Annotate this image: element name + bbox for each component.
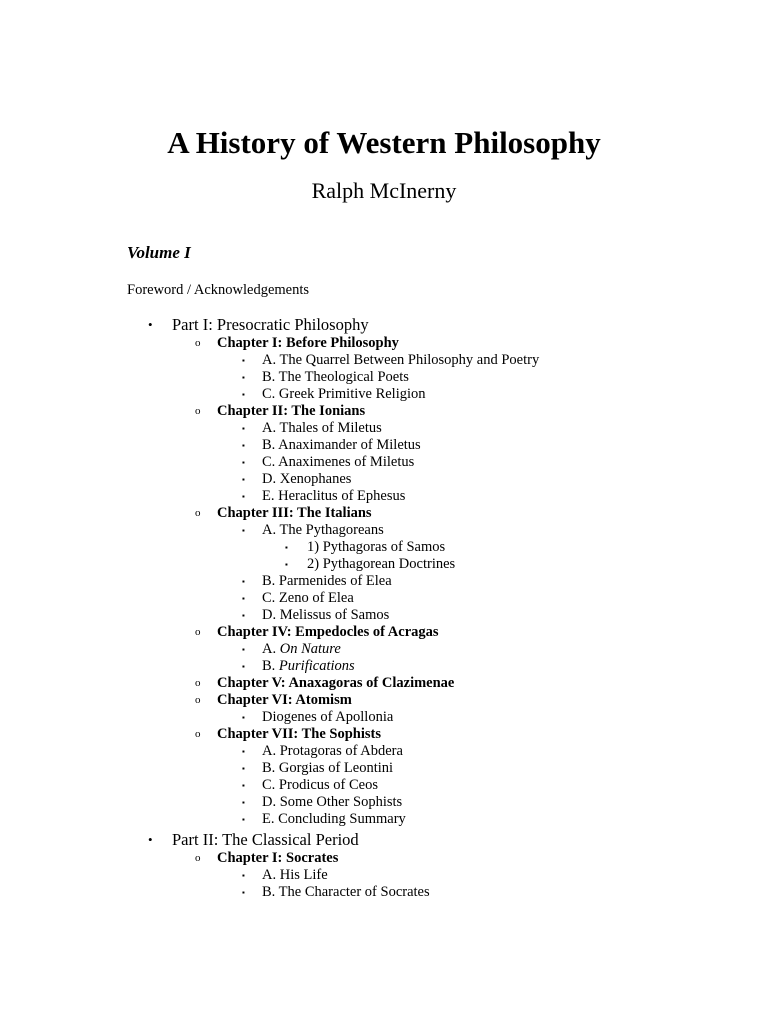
bullet-square-icon: ▪ — [242, 356, 245, 365]
bullet-circle-icon: o — [195, 852, 201, 864]
toc-section — [242, 369, 768, 386]
toc-section — [242, 709, 768, 726]
toc-chapter — [195, 675, 768, 692]
toc-section-label: A. The Quarrel Between Philosophy and Poetry — [262, 352, 540, 368]
toc-section-list — [217, 743, 768, 828]
toc-section — [242, 641, 768, 658]
toc-section — [242, 743, 768, 760]
volume-heading: Volume I — [127, 243, 191, 262]
bullet-square-icon: ▪ — [285, 560, 288, 569]
toc-subsection — [285, 556, 768, 573]
foreword-entry: Foreword / Acknowledgements — [127, 282, 310, 298]
toc-section-label: C. Zeno of Elea — [262, 590, 354, 606]
toc-subsection-list — [262, 539, 768, 573]
bullet-dot-icon: • — [148, 317, 153, 332]
bullet-square-icon: ▪ — [242, 662, 245, 671]
bullet-square-icon: ▪ — [242, 475, 245, 484]
toc-chapter-label: Chapter V: Anaxagoras of Clazimenae — [217, 675, 455, 691]
bullet-circle-icon: o — [195, 694, 201, 706]
toc-section — [242, 777, 768, 794]
toc-section — [242, 488, 768, 505]
toc-section-list — [217, 867, 768, 901]
toc-section — [242, 454, 768, 471]
bullet-square-icon: ▪ — [242, 458, 245, 467]
bullet-square-icon: ▪ — [242, 747, 245, 756]
toc-chapter-label: Chapter II: The Ionians — [217, 403, 366, 419]
toc-chapter-label: Chapter IV: Empedocles of Acragas — [217, 624, 439, 640]
toc-section-label: B. The Character of Socrates — [262, 884, 430, 900]
toc-section-label: B. The Theological Poets — [262, 369, 409, 385]
toc-section — [242, 386, 768, 403]
toc-section-label: B. Anaximander of Miletus — [262, 437, 421, 453]
toc-section — [242, 811, 768, 828]
bullet-square-icon: ▪ — [242, 492, 245, 501]
document-author: Ralph McInerny — [311, 178, 457, 203]
bullet-circle-icon: o — [195, 728, 201, 740]
bullet-square-icon: ▪ — [242, 713, 245, 722]
toc-section-title: On Nature — [279, 641, 341, 657]
table-of-contents — [0, 314, 768, 902]
bullet-square-icon: ▪ — [242, 441, 245, 450]
bullet-square-icon: ▪ — [285, 543, 288, 552]
bullet-square-icon: ▪ — [242, 424, 245, 433]
bullet-circle-icon: o — [195, 507, 201, 519]
toc-section-list — [217, 352, 768, 403]
toc-section-prefix: B. — [262, 658, 279, 674]
bullet-square-icon: ▪ — [242, 871, 245, 880]
toc-section-label: D. Xenophanes — [262, 471, 352, 487]
bullet-circle-icon: o — [195, 677, 201, 689]
bullet-square-icon: ▪ — [242, 815, 245, 824]
toc-section-label: D. Some Other Sophists — [262, 794, 403, 810]
toc-section-title: Purifications — [278, 658, 355, 674]
toc-chapter — [195, 505, 768, 624]
toc-section-label: C. Prodicus of Ceos — [262, 777, 378, 793]
toc-chapter-label: Chapter III: The Italians — [217, 505, 372, 521]
toc-section — [242, 794, 768, 811]
toc-section-label: Diogenes of Apollonia — [262, 709, 394, 725]
toc-section — [242, 352, 768, 369]
toc-section-label: A. Thales of Miletus — [262, 420, 382, 436]
bullet-dot-icon: • — [148, 832, 153, 847]
toc-subsection — [285, 539, 768, 556]
bullet-square-icon: ▪ — [242, 594, 245, 603]
toc-chapter — [195, 335, 768, 403]
toc-section-label: E. Concluding Summary — [262, 811, 406, 827]
toc-part-label: Part II: The Classical Period — [172, 830, 359, 849]
bullet-square-icon: ▪ — [242, 764, 245, 773]
toc-section — [242, 658, 768, 675]
toc-section-label: B. Gorgias of Leontini — [262, 760, 394, 776]
toc-section — [242, 760, 768, 777]
bullet-square-icon: ▪ — [242, 577, 245, 586]
bullet-square-icon: ▪ — [242, 526, 245, 535]
toc-chapter-list — [172, 850, 768, 901]
toc-part — [0, 829, 768, 901]
toc-section-list — [217, 709, 768, 726]
bullet-square-icon: ▪ — [242, 798, 245, 807]
toc-subsection-label: 2) Pythagorean Doctrines — [307, 556, 456, 572]
toc-section-list — [217, 641, 768, 675]
toc-section-label: C. Anaximenes of Miletus — [262, 454, 415, 470]
toc-section — [242, 867, 768, 884]
toc-chapter — [195, 726, 768, 828]
toc-chapter-label: Chapter I: Before Philosophy — [217, 335, 399, 351]
toc-section-label: A. Protagoras of Abdera — [262, 743, 403, 759]
toc-chapter — [195, 692, 768, 726]
toc-section — [242, 573, 768, 590]
toc-section-list — [217, 420, 768, 505]
bullet-square-icon: ▪ — [242, 645, 245, 654]
bullet-square-icon: ▪ — [242, 611, 245, 620]
bullet-square-icon: ▪ — [242, 888, 245, 897]
toc-chapter-list — [172, 335, 768, 828]
bullet-square-icon: ▪ — [242, 781, 245, 790]
toc-chapter — [195, 850, 768, 901]
toc-section-label: C. Greek Primitive Religion — [262, 386, 426, 402]
bullet-circle-icon: o — [195, 405, 201, 417]
toc-section — [242, 471, 768, 488]
toc-section — [242, 437, 768, 454]
toc-section-label: B. Parmenides of Elea — [262, 573, 392, 589]
toc-section-label: D. Melissus of Samos — [262, 607, 390, 623]
toc-chapter — [195, 624, 768, 675]
bullet-square-icon: ▪ — [242, 390, 245, 399]
toc-section-label: A. The Pythagoreans — [262, 522, 384, 538]
bullet-square-icon: ▪ — [242, 373, 245, 382]
toc-section-list — [217, 522, 768, 624]
toc-section-label: A. His Life — [262, 867, 328, 883]
toc-part-label: Part I: Presocratic Philosophy — [172, 315, 369, 334]
toc-section-label: E. Heraclitus of Ephesus — [262, 488, 406, 504]
toc-chapter-label: Chapter I: Socrates — [217, 850, 339, 866]
document-title: A History of Western Philosophy — [167, 125, 601, 160]
toc-section — [242, 420, 768, 437]
toc-subsection-label: 1) Pythagoras of Samos — [307, 539, 446, 555]
bullet-circle-icon: o — [195, 337, 201, 349]
toc-section-prefix: A. — [262, 641, 280, 657]
bullet-circle-icon: o — [195, 626, 201, 638]
toc-part — [0, 314, 768, 828]
toc-section — [242, 607, 768, 624]
toc-section — [242, 590, 768, 607]
toc-chapter — [195, 403, 768, 505]
toc-chapter-label: Chapter VII: The Sophists — [217, 726, 381, 742]
toc-section — [242, 884, 768, 901]
toc-chapter-label: Chapter VI: Atomism — [217, 692, 352, 708]
toc-section — [242, 522, 768, 573]
